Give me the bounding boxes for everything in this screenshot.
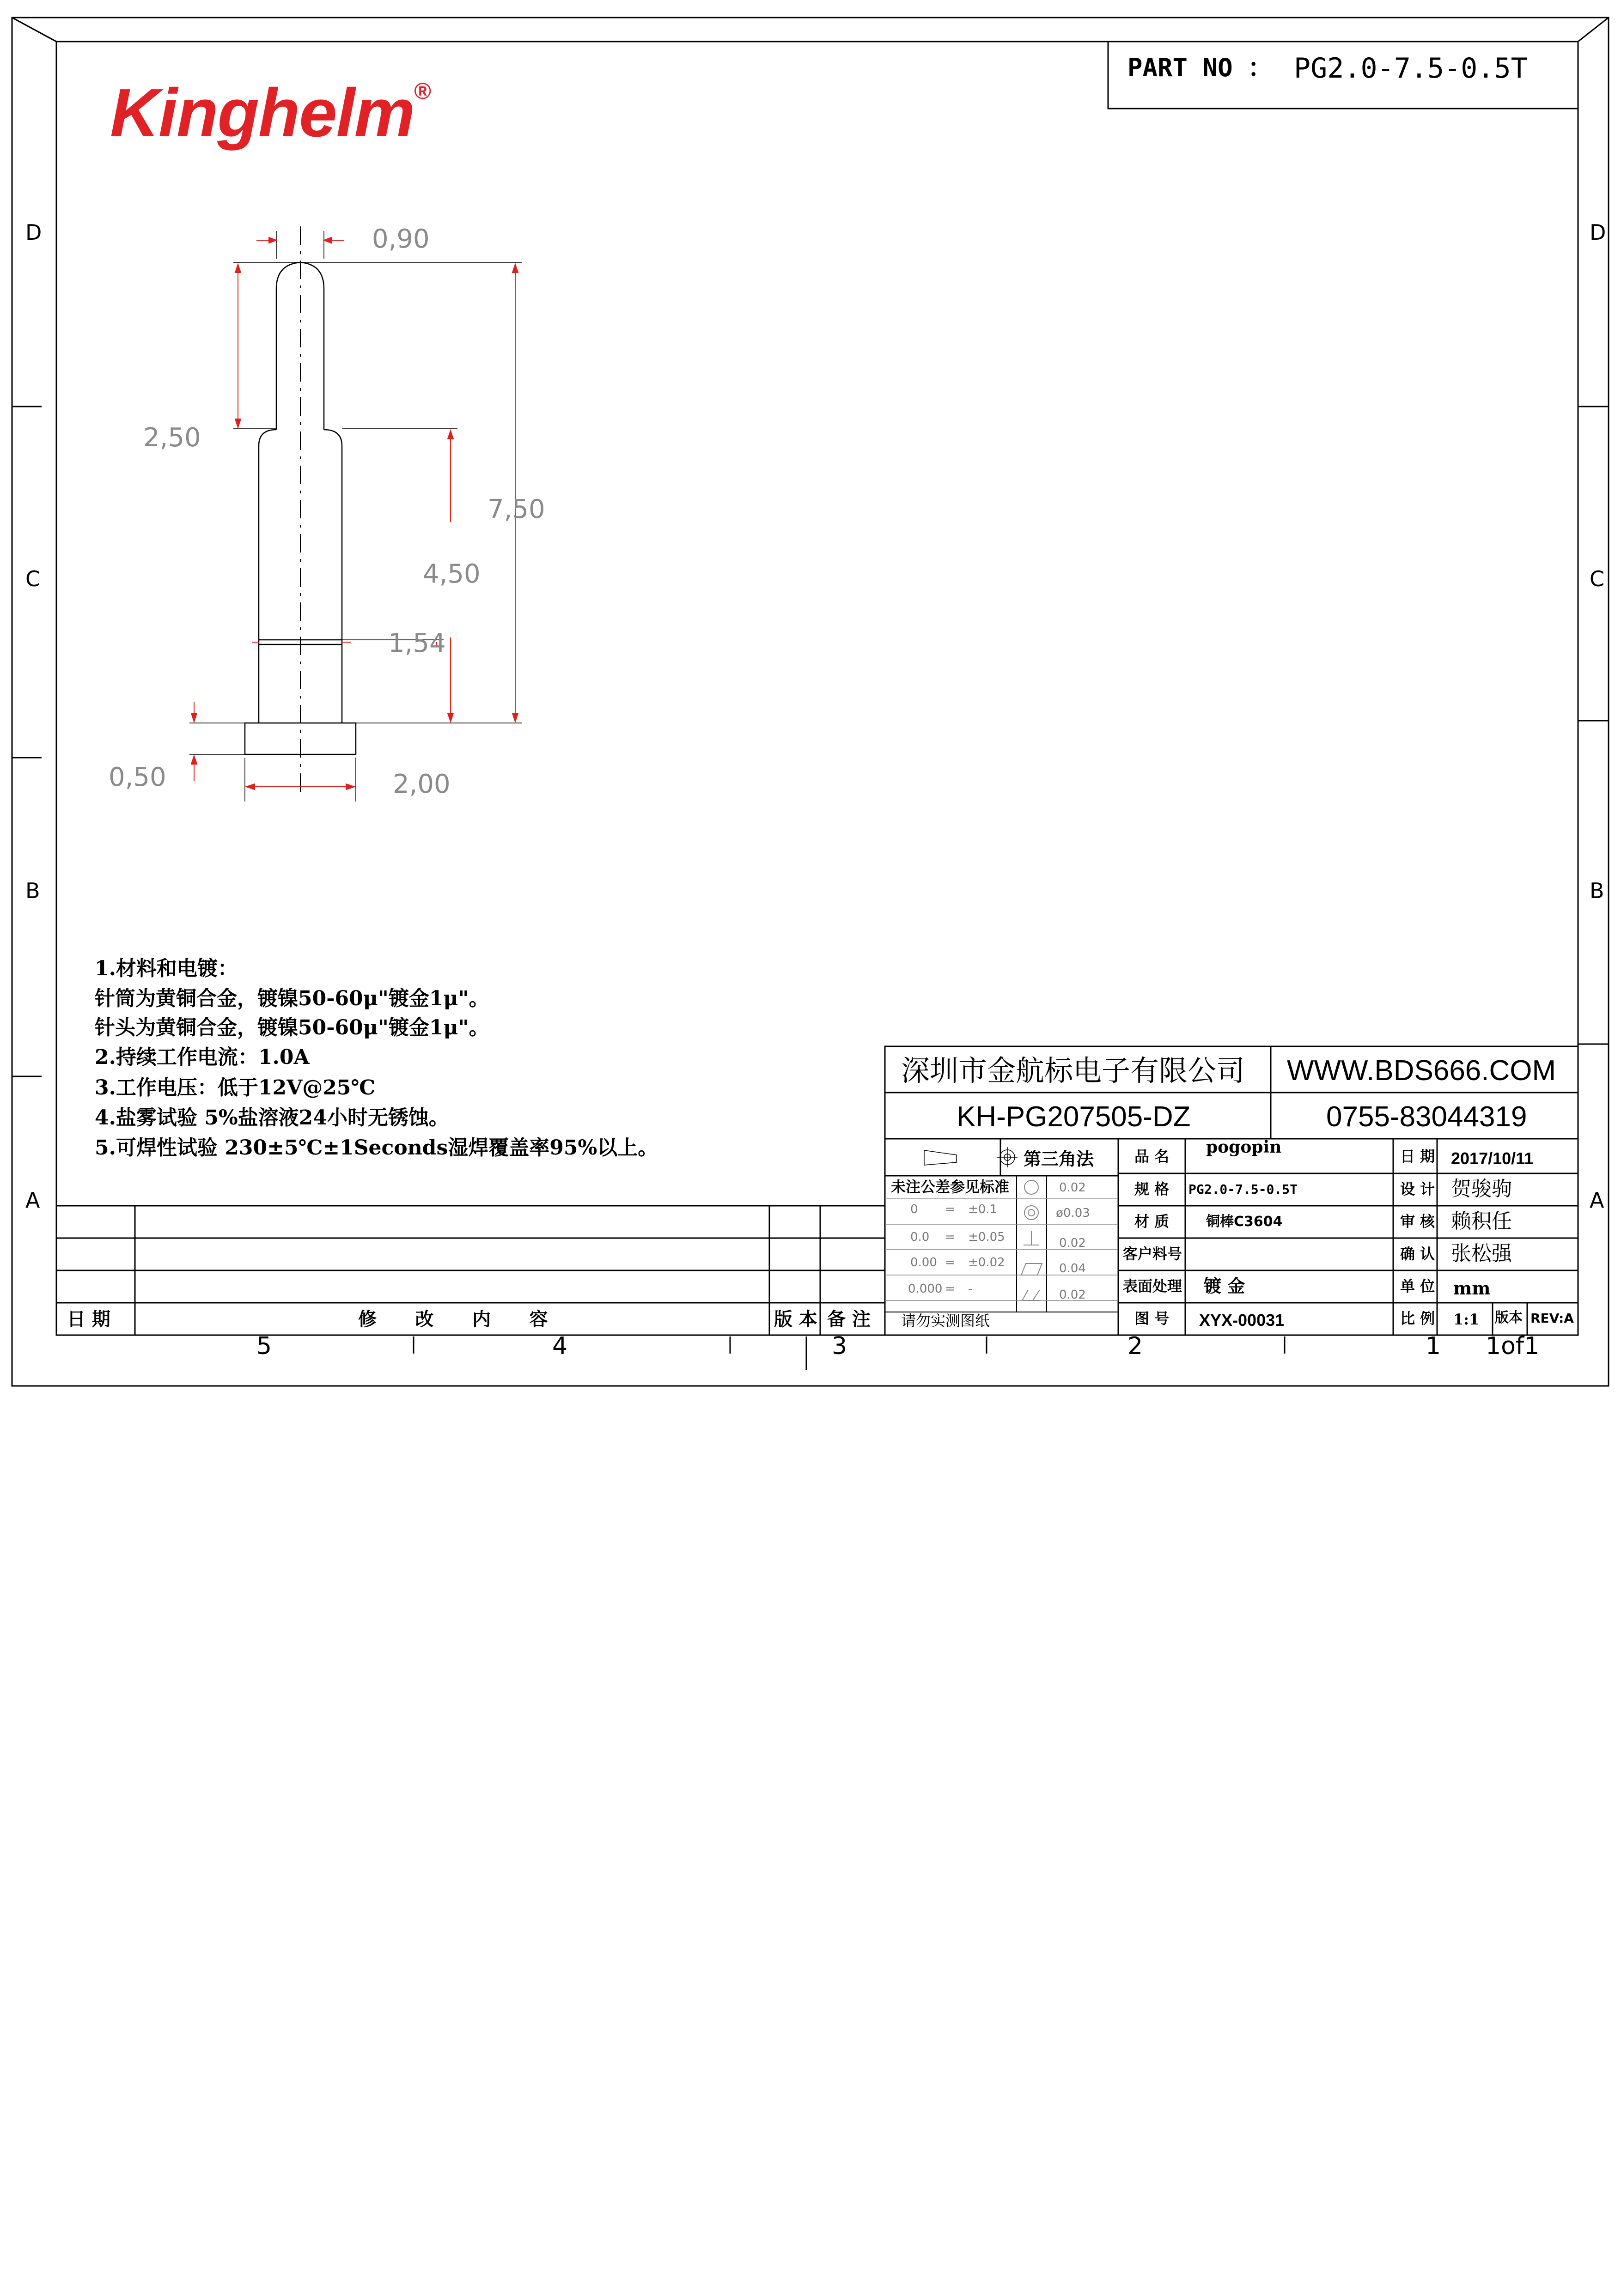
spec-value: PG2.0-7.5-0.5T bbox=[1188, 1182, 1298, 1197]
material-label: 材 质 bbox=[1134, 1213, 1170, 1230]
sheet-number: 1of1 bbox=[1486, 1332, 1540, 1360]
geo-tolerance-icons bbox=[1021, 1180, 1042, 1300]
dim-groove: 1,54 bbox=[388, 628, 446, 658]
drawing-no-value: XYX-00031 bbox=[1199, 1311, 1285, 1330]
rev-content-header: 修 改 内 容 bbox=[358, 1308, 548, 1330]
version-label: 版本 bbox=[1495, 1310, 1523, 1326]
kinghelm-logo: Kinghelm® bbox=[110, 75, 431, 151]
dim-flange-diameter: 2,00 bbox=[393, 769, 451, 799]
tol-value-1: ±0.05 bbox=[968, 1230, 1005, 1244]
geo-tol-2: 0.02 bbox=[1059, 1236, 1086, 1250]
do-not-measure-note: 请勿实测图纸 bbox=[901, 1312, 990, 1330]
zone-left-d: D bbox=[25, 220, 42, 245]
dim-tip-diameter: 0,90 bbox=[372, 224, 430, 254]
finish-value: 镀 金 bbox=[1204, 1276, 1245, 1296]
tol-eq-2: = bbox=[945, 1256, 955, 1269]
company-website: WWW.BDS666.COM bbox=[1287, 1055, 1556, 1087]
rev-remark-header: 备 注 bbox=[827, 1308, 871, 1330]
tol-eq-3: = bbox=[945, 1282, 955, 1296]
dimension-lines bbox=[191, 237, 518, 790]
tol-value-3: - bbox=[968, 1282, 973, 1296]
finish-label: 表面处理 bbox=[1123, 1277, 1182, 1295]
zone-left-b: B bbox=[25, 878, 40, 903]
dim-barrel-length: 4,50 bbox=[423, 559, 481, 589]
zone-bottom-2: 2 bbox=[1127, 1332, 1143, 1360]
note-line-7: 5.可焊性试验 230±5℃±1Seconds湿焊覆盖率95%以上。 bbox=[95, 1136, 658, 1160]
revision-value: REV:A bbox=[1530, 1311, 1574, 1326]
extension-lines bbox=[189, 231, 522, 802]
zone-left-c: C bbox=[25, 566, 41, 591]
dim-tip-length: 2,50 bbox=[143, 423, 201, 453]
dim-flange-thickness: 0,50 bbox=[109, 762, 166, 792]
tol-value-0: ±0.1 bbox=[968, 1203, 998, 1216]
dim-total-length: 7,50 bbox=[488, 494, 545, 524]
tol-value-2: ±0.02 bbox=[968, 1256, 1005, 1269]
date-label: 日 期 bbox=[1400, 1148, 1435, 1165]
tol-format-1: 0.0 bbox=[910, 1230, 930, 1244]
unit-value: mm bbox=[1453, 1278, 1491, 1299]
customer-pn-label: 客户料号 bbox=[1123, 1245, 1182, 1263]
zone-right-a: A bbox=[1590, 1188, 1604, 1213]
tol-eq-0: = bbox=[945, 1203, 955, 1216]
part-no-label: PART NO ： bbox=[1127, 53, 1273, 82]
company-name: 深圳市金航标电子有限公司 bbox=[901, 1054, 1245, 1087]
tol-eq-1: = bbox=[945, 1230, 955, 1244]
review-label: 审 核 bbox=[1400, 1213, 1435, 1230]
note-line-3: 针头为黄铜合金，镀镍50-60μ"镀金1μ"。 bbox=[95, 1016, 489, 1039]
designer-value: 贺骏驹 bbox=[1451, 1177, 1512, 1201]
tol-format-3: 0.000 bbox=[908, 1282, 943, 1296]
tol-format-0: 0 bbox=[910, 1203, 918, 1216]
material-value: 铜棒C3604 bbox=[1206, 1214, 1283, 1230]
zone-bottom-5: 5 bbox=[256, 1332, 272, 1360]
spec-label: 规 格 bbox=[1134, 1180, 1170, 1198]
zone-bottom-1: 1 bbox=[1426, 1332, 1441, 1360]
geo-tol-3: 0.04 bbox=[1059, 1262, 1086, 1276]
zone-right-d: D bbox=[1590, 220, 1606, 245]
note-line-5: 3.工作电压：低于12V@25℃ bbox=[95, 1076, 376, 1099]
third-angle-projection-icon bbox=[924, 1147, 1018, 1167]
note-line-6: 4.盐雾试验 5%盐溶液24小时无锈蚀。 bbox=[95, 1106, 449, 1130]
zone-right-c: C bbox=[1590, 566, 1605, 591]
company-phone: 0755-83044319 bbox=[1326, 1101, 1527, 1133]
part-no-value: PG2.0-7.5-0.5T bbox=[1294, 52, 1528, 85]
note-line-1: 1.材料和电镀： bbox=[95, 957, 238, 980]
design-label: 设 计 bbox=[1400, 1180, 1435, 1198]
geo-tol-1: 0.02 bbox=[1059, 1181, 1086, 1195]
drawing-code: KH-PG207505-DZ bbox=[957, 1101, 1191, 1133]
product-value: pogopin bbox=[1206, 1137, 1282, 1157]
rev-version-header: 版 本 bbox=[774, 1308, 817, 1330]
pogo-pin-drawing bbox=[245, 226, 356, 795]
zone-bottom-3: 3 bbox=[832, 1332, 847, 1360]
confirmer-value: 张松强 bbox=[1451, 1242, 1512, 1265]
projection-label: 第三角法 bbox=[1024, 1148, 1094, 1169]
drawing-no-label: 图 号 bbox=[1134, 1310, 1170, 1327]
tol-format-2: 0.00 bbox=[910, 1256, 937, 1269]
zone-bottom-4: 4 bbox=[552, 1332, 568, 1360]
reviewer-value: 赖积任 bbox=[1451, 1209, 1512, 1233]
confirm-label: 确 认 bbox=[1400, 1245, 1435, 1263]
outer-border bbox=[12, 18, 1609, 1386]
scale-label: 比 例 bbox=[1400, 1310, 1435, 1327]
rev-date-header: 日 期 bbox=[67, 1308, 110, 1330]
concentricity-value: ø0.03 bbox=[1056, 1206, 1090, 1220]
product-label: 品 名 bbox=[1134, 1148, 1170, 1165]
scale-value: 1:1 bbox=[1453, 1311, 1480, 1328]
zone-right-b: B bbox=[1590, 878, 1604, 903]
date-value: 2017/10/11 bbox=[1451, 1149, 1534, 1168]
tolerance-title: 未注公差参见标准 bbox=[891, 1178, 1010, 1196]
unit-label: 单 位 bbox=[1400, 1277, 1435, 1295]
note-line-4: 2.持续工作电流：1.0A bbox=[95, 1045, 310, 1069]
note-line-2: 针筒为黄铜合金，镀镍50-60μ"镀金1μ"。 bbox=[95, 987, 489, 1010]
geo-tol-4: 0.02 bbox=[1059, 1288, 1086, 1302]
zone-left-a: A bbox=[25, 1188, 40, 1213]
